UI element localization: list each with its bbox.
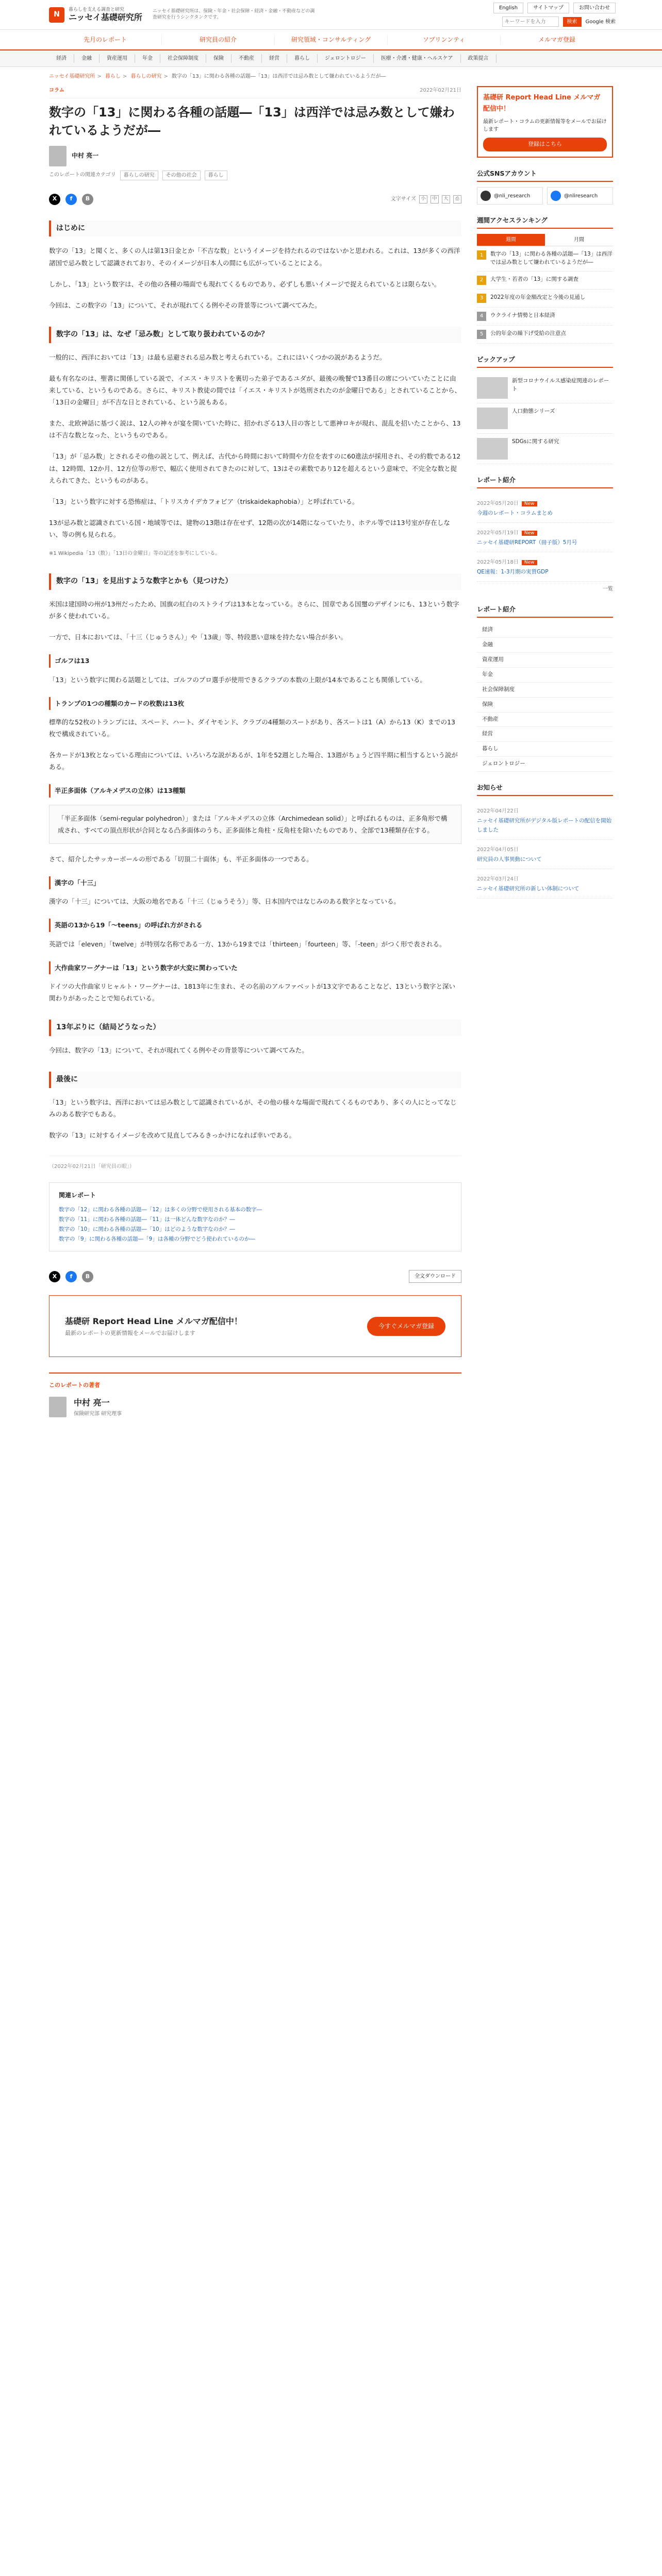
news-date: 2022年05月18日 <box>477 560 519 566</box>
breadcrumb: ニッセイ基礎研究所 > 暮らし > 暮らしの研究 > 数字の「13」に関わる各種の話題―「13」は西洋では忌み数として嫌われているようだが― <box>49 74 386 79</box>
rank-badge: 1 <box>477 250 486 260</box>
info-date: 2022年04月05日 <box>477 846 519 853</box>
paragraph: しかし、「13」という数字は、その他の各種の場面でも現れてくるものであり、必ずしも悪いイメージで捉えられているとは限らない。 <box>49 280 441 288</box>
subnav-item[interactable]: 年金 <box>135 54 160 63</box>
subnav-item[interactable]: 保険 <box>206 54 231 63</box>
author-box-label: このレポートの著者 <box>49 1382 100 1389</box>
print-icon[interactable]: ⎙ <box>453 195 461 204</box>
banner-subtitle: 最新のレポートの更新情報をメールでお届けします <box>65 1329 195 1336</box>
subsection-heading: ゴルフは13 <box>49 654 461 667</box>
ranking-item[interactable] <box>477 308 613 326</box>
info-text: 研究員の人事異動について <box>477 856 542 862</box>
banner-title: 基礎研 Report Head Line メルマガ配信中！ <box>65 1316 242 1327</box>
article-title: 数字の「13」に関わる各種の話題―「13」は西洋では忌み数として嫌われているようだが― <box>49 105 455 138</box>
nav-item-consulting[interactable]: 研究領域・コンサルティング <box>275 35 388 45</box>
facebook-icon <box>551 191 561 201</box>
sns-card-x[interactable] <box>477 187 543 205</box>
subnav-item[interactable]: 経済 <box>49 54 74 63</box>
nav-item-reports[interactable]: 先月のレポート <box>49 35 162 45</box>
ranking-item[interactable] <box>477 290 613 308</box>
article-body <box>49 221 461 1142</box>
ranking-text: 公的年金の繰下げ受給の注意点 <box>490 330 566 336</box>
related-link[interactable]: 数字の「11」に関わる各種の話題―「11」は一体どんな数字なのか？― <box>59 1216 235 1223</box>
keyword-search-input[interactable] <box>502 16 559 27</box>
sns-handle: @nliresearch <box>564 193 598 199</box>
rank-badge: 4 <box>477 312 486 321</box>
related-title: 関連レポート <box>59 1192 96 1199</box>
related-link[interactable]: 数字の「9」に関わる各種の話題―「9」は各種の分野でどう使われているのか― <box>59 1235 255 1242</box>
category-nav <box>0 50 662 67</box>
paragraph: 「13」が「忌み数」とされるその他の説として、例えば、古代から時間において時間や方位を表すのに60進法が採用され、その約数である12は、12時間、12か月、12方位等の形で、幅広く使用されてきたのに対して、13はその素数であり12を超えるという意味で、不完全な数と捉えられてきた、というものがある。 <box>49 452 461 484</box>
paragraph: 数字の「13」と聞くと、多くの人は第13日金とか「不吉な数」というイメージを持たれるのではないかと思われる。これは、13が多くの西洋諸国で忌み数として認識されており、そのイメージが日本人の間にも広がっていることによる。 <box>49 247 460 267</box>
paragraph: 漢字の「十三」については、大阪の地名である「十三（じゅうそう）」等、日本国内ではなじみのある数字となっている。 <box>49 897 401 906</box>
paragraph: 「13」という数字は、西洋においては忌み数として認識されているが、その他の様々な場面で現れてくるものであり、多くの人にとってなじみのある数字でもある。 <box>49 1098 457 1118</box>
sidebar-newsletter-banner[interactable] <box>477 86 613 158</box>
category-link[interactable]: 経営 <box>477 727 613 742</box>
newsletter-banner[interactable] <box>49 1295 461 1357</box>
subnav-item[interactable]: 不動産 <box>231 54 262 63</box>
news-item[interactable] <box>477 552 613 582</box>
category-link[interactable]: 暮らし <box>477 742 613 757</box>
new-badge: New <box>522 501 537 506</box>
news-date: 2022年05月20日 <box>477 501 519 507</box>
section-heading: 数字の「13」は、なぜ「忌み数」として取り扱われているのか？ <box>49 327 461 343</box>
google-search-label: Google 検索 <box>585 19 616 25</box>
search-button[interactable]: 検索 <box>563 17 582 27</box>
section-heading: 数字の「13」を見出すような数字とかも（見つけた） <box>49 573 461 590</box>
sns-section-title: 公式SNSアカウント <box>477 169 537 177</box>
info-text: ニッセイ基礎研究所がデジタル版レポートの配信を開始しました <box>477 818 612 834</box>
category-link[interactable]: ジェロントロジー <box>477 757 613 772</box>
category-link[interactable]: 年金 <box>477 668 613 683</box>
paragraph: 各カードが13枚となっている理由については、いろいろな説があるが、1年を52週とした場合、13週がちょうど四半期に相当するという説がある。 <box>49 751 458 771</box>
ranking-text: 数字の「13」に関わる各種の話題―「13」は西洋では忌み数として嫌われているようだが― <box>490 251 613 266</box>
paragraph: 数字の「13」に対するイメージを改めて見直してみるきっかけになれば幸いである。 <box>49 1131 296 1140</box>
subsection-heading: 半正多面体（アルキメデスの立体）は13種類 <box>49 784 461 797</box>
category-link[interactable]: 不動産 <box>477 713 613 727</box>
new-badge: New <box>522 560 537 565</box>
tag[interactable]: 暮らしの研究 <box>120 171 158 180</box>
author-avatar <box>49 1397 67 1417</box>
paragraph: ドイツの大作曲家リヒャルト・ワーグナーは、1813年に生まれ、その名前のアルファベットが13文字であることなど、13という数字と深い関わりがあったことで知られている。 <box>49 982 456 1003</box>
ranking-text: 2022年度の年金額改定と今後の見通し <box>490 294 586 300</box>
info-item[interactable] <box>477 840 613 869</box>
paragraph: 「13」という数字に関わる話題としては、ゴルフのプロ選手が使用できるクラブの本数の上限が14本であることも関係している。 <box>49 675 426 684</box>
pickup-item[interactable] <box>477 403 613 434</box>
breadcrumb-item[interactable]: ニッセイ基礎研究所 <box>49 74 95 79</box>
related-link[interactable]: 数字の「12」に関わる各種の話題―「12」は多くの分野で使用される基本の数字― <box>59 1206 262 1213</box>
bookmark-icon[interactable]: B <box>82 194 93 205</box>
paragraph: 一方で、日本においては、「十三（じゅうさん）」や「13歳」等、特段悪い意味を持たない場合が多い。 <box>49 633 347 641</box>
font-size-large-button[interactable]: 大 <box>442 195 450 204</box>
x-share-icon[interactable]: X <box>49 1271 60 1282</box>
ranking-item[interactable] <box>477 246 613 272</box>
news-item[interactable] <box>477 523 613 552</box>
pickup-thumbnail <box>477 377 508 399</box>
news-item[interactable] <box>477 494 613 523</box>
section-heading: はじめに <box>49 221 461 237</box>
quote-box: 「半正多面体（semi-regular polyhedron）」または「アルキメデスの立体（Archimedean solid）」と呼ばれるものは、正多角形で構成され、すべての頂点形状が合同となる凸多面体のうち、正多面体と角柱・反角柱を除いたものであり、全部で13種類存在する。 <box>49 805 461 844</box>
nav-item-sovereignty[interactable]: ソブリンンティ <box>388 35 501 45</box>
ranking-item[interactable] <box>477 272 613 290</box>
footnote: ※1 Wikipedia「13（数）」「13日の金曜日」等の記述を参考にしている。 <box>49 551 221 557</box>
author-avatar <box>49 146 67 166</box>
pdf-download-button[interactable]: 全文ダウンロード <box>409 1270 461 1283</box>
new-badge: New <box>522 531 537 536</box>
pickup-text: 新型コロナウイルス感染症関連のレポート <box>512 378 609 392</box>
category-link[interactable]: 経済 <box>477 623 613 638</box>
ranking-text: ウクライナ情勢と日本経済 <box>490 312 555 318</box>
subsection-heading: 漢字の「十三」 <box>49 876 461 889</box>
subnav-item[interactable]: ジェロントロジー <box>318 54 374 63</box>
author-box-role: 保険研究部 研究理事 <box>74 1411 122 1417</box>
nav-item-newsletter[interactable]: メルマガ登録 <box>538 36 575 43</box>
link-contact[interactable]: お問い合わせ <box>573 3 616 13</box>
category-link[interactable]: 金融 <box>477 638 613 653</box>
font-size-small-button[interactable]: 小 <box>419 195 427 204</box>
pickup-thumbnail <box>477 438 508 460</box>
subnav-item[interactable]: 金融 <box>74 54 100 63</box>
tag[interactable]: 暮らし <box>205 171 227 180</box>
info-item[interactable] <box>477 801 613 840</box>
paragraph: また、北欧神話に基づく説は、12人の神々が宴を開いていた時に、招かれざる13人目の客として悪神ロキが現れ、混乱を招いたことから、13は不吉な数となった、というものである。 <box>49 419 461 439</box>
logo-tagline: 暮らしを支える調査と研究 <box>69 7 125 12</box>
news-text: 今週のレポート・コラムまとめ <box>477 510 553 517</box>
link-sitemap[interactable]: サイトマップ <box>527 3 569 13</box>
info-text: ニッセイ基礎研究所の新しい体制について <box>477 885 580 892</box>
font-size-label: 文字サイズ <box>390 196 416 202</box>
news-date: 2022年05月19日 <box>477 530 519 536</box>
rank-badge: 3 <box>477 294 486 303</box>
info-date: 2022年04月22日 <box>477 808 519 815</box>
paragraph: 「13」という数字に対する恐怖症は、「トリスカイデカフォビア（triskaidekaphobia）」と呼ばれている。 <box>49 497 359 505</box>
categories-title: レポート紹介 <box>477 605 516 614</box>
nav-item-researchers[interactable]: 研究員の紹介 <box>162 35 275 45</box>
info-date: 2022年03月24日 <box>477 876 519 882</box>
info-item[interactable] <box>477 869 613 899</box>
bookmark-icon[interactable]: B <box>82 1271 93 1282</box>
subnav-item[interactable]: 資産運用 <box>100 54 135 63</box>
paragraph: 米国は建国時の州が13州だったため、国旗の紅白のストライプは13本となっている。さらに、国章である国璽のデザインにも、13という数字が多く使われている。 <box>49 600 459 620</box>
top-bar <box>0 0 662 30</box>
breadcrumb-current: 数字の「13」に関わる各種の話題―「13」は西洋では忌み数として嫌われているようだが― <box>172 74 386 79</box>
section-heading: 13年ぶりに（結局どうなった） <box>49 1020 461 1036</box>
breadcrumb-item[interactable]: 暮らし <box>105 74 121 79</box>
paragraph: 最も有名なのは、聖書に関係している説で、イエス・キリストを裏切った弟子であるユダが、最後の晩餐で13番目の席についていたことに由来している、というものである。さらに、キリスト教徒の間では「イエス・キリストが処刑されたのが金曜日である」とされていることから、「13日の金曜日」が不吉な日とされている、という説もある。 <box>49 374 461 406</box>
paragraph: 13が忌み数と認識されている国・地域等では、建物の13階は存在せず、12階の次が14階になっていたり、ホテル等では13号室が存在しない、等の例も見られる。 <box>49 518 450 539</box>
main-nav <box>0 30 662 50</box>
article-main <box>49 86 461 1418</box>
sns-handle: @nli_research <box>494 193 531 199</box>
news-text: ニッセイ基礎研REPORT（冊子版）5月号 <box>477 539 577 546</box>
author-name[interactable]: 中村 亮一 <box>72 152 99 160</box>
author-box-name[interactable]: 中村 亮一 <box>74 1398 110 1408</box>
rank-badge: 2 <box>477 276 486 285</box>
sns-card-facebook[interactable] <box>547 187 613 205</box>
paragraph: 英語では「eleven」「twelve」が特別な名称である一方、13から19までは「thirteen」「fourteen」等、「-teen」がつく形で表される。 <box>49 940 446 948</box>
subnav-item[interactable]: 暮らし <box>287 54 318 63</box>
related-category-label: このレポートの関連カテゴリ <box>49 172 116 178</box>
subnav-item[interactable]: 社会保障制度 <box>160 54 206 63</box>
logo-name: ニッセイ基礎研究所 <box>69 12 142 23</box>
category-link[interactable]: 保険 <box>477 698 613 713</box>
category-link[interactable]: 資産運用 <box>477 653 613 668</box>
related-link[interactable]: 数字の「10」に関わる各種の話題―「10」はどのような数字なのか？― <box>59 1226 235 1232</box>
section-heading: 最後に <box>49 1072 461 1088</box>
paragraph: さて、紹介したサッカーボールの形である「切頂二十面体」も、半正多面体の一つである。 <box>49 855 313 863</box>
pickup-item[interactable] <box>477 373 613 403</box>
ranking-text: 大学生・若者の「13」に関する調査 <box>490 276 578 282</box>
article-category: コラム <box>49 88 64 93</box>
tab-weekly[interactable]: 週間 <box>477 234 545 246</box>
paragraph: 今回は、この数字の「13」について、それが現れてくる例やその背景等について調べてみた。 <box>49 301 321 309</box>
paragraph: 一般的に、西洋においては「13」は最も忌避される忌み数と考えられている。これにはいくつかの説があるようだ。 <box>49 353 386 361</box>
pickup-title: ピックアップ <box>477 355 515 363</box>
subnav-item[interactable]: 医療・介護・健康・ヘルスケア <box>374 54 461 63</box>
pickup-item[interactable] <box>477 434 613 464</box>
ranking-title: 週間アクセスランキング <box>477 216 548 225</box>
x-icon <box>481 191 491 201</box>
subsection-heading: トランプの1つの種類のカードの枚数は13枚 <box>49 697 461 710</box>
newsletter-register-button[interactable]: 今すぐメルマガ登録 <box>367 1317 445 1335</box>
article-date: 2022年02月21日 <box>420 88 461 93</box>
category-link[interactable]: 社会保障制度 <box>477 683 613 698</box>
news-title: レポート紹介 <box>477 476 516 484</box>
sidebar-banner-title: 基礎研 Report Head Line メルマガ配信中！ <box>483 94 601 113</box>
pickup-text: SDGsに関する研究 <box>512 438 559 445</box>
logo-mark: N <box>49 7 64 23</box>
pickup-thumbnail <box>477 408 508 429</box>
ranking-item[interactable] <box>477 326 613 344</box>
site-description: ニッセイ基礎研究所は、保険・年金・社会保障・経済・金融・不動産などの調査研究を行うシンクタンクです。 <box>152 8 315 20</box>
facebook-share-icon[interactable]: f <box>65 194 77 205</box>
sidebar-register-button[interactable]: 登録はこちら <box>483 138 607 151</box>
link-english[interactable]: English <box>493 3 523 13</box>
subnav-item[interactable]: 経営 <box>262 54 287 63</box>
paragraph: 標準的な52枚のトランプには、スペード、ハート、ダイヤモンド、クラブの4種類のスートがあり、各スートは1（A）から13（K）までの13枚で構成されている。 <box>49 718 455 738</box>
related-reports <box>49 1182 461 1251</box>
paragraph: 今回は、数字の「13」について、それが現れてくる例やその背景等について調べてみた。 <box>49 1046 308 1055</box>
author-box <box>49 1372 461 1418</box>
article-footer-note: （2022年02月21日「研究員の眼」） <box>49 1156 461 1171</box>
tag[interactable]: その他の社会 <box>162 171 201 180</box>
subsection-heading: 英語の13から19「～teens」の呼ばれ方がされる <box>49 919 461 931</box>
sidebar <box>477 86 613 1418</box>
news-text: QE速報：1-3月期の実質GDP <box>477 569 549 575</box>
rank-badge: 5 <box>477 330 486 339</box>
subsection-heading: 大作曲家ワーグナーは「13」という数字が大変に関わっていた <box>49 961 461 974</box>
tab-monthly[interactable]: 月間 <box>574 237 584 243</box>
sidebar-banner-text: 最新レポート・コラムの更新情報等をメールでお届けします <box>483 119 607 133</box>
site-logo[interactable] <box>49 7 142 23</box>
pickup-text: 人口動態シリーズ <box>512 408 555 415</box>
facebook-share-icon[interactable]: f <box>65 1271 77 1282</box>
x-share-icon[interactable]: X <box>49 194 60 205</box>
breadcrumb-item[interactable]: 暮らしの研究 <box>130 74 162 79</box>
info-title: お知らせ <box>477 783 503 791</box>
more-link[interactable]: 一覧 <box>603 586 613 592</box>
font-size-medium-button[interactable]: 中 <box>431 195 439 204</box>
subnav-item[interactable]: 政策提言 <box>461 54 496 63</box>
